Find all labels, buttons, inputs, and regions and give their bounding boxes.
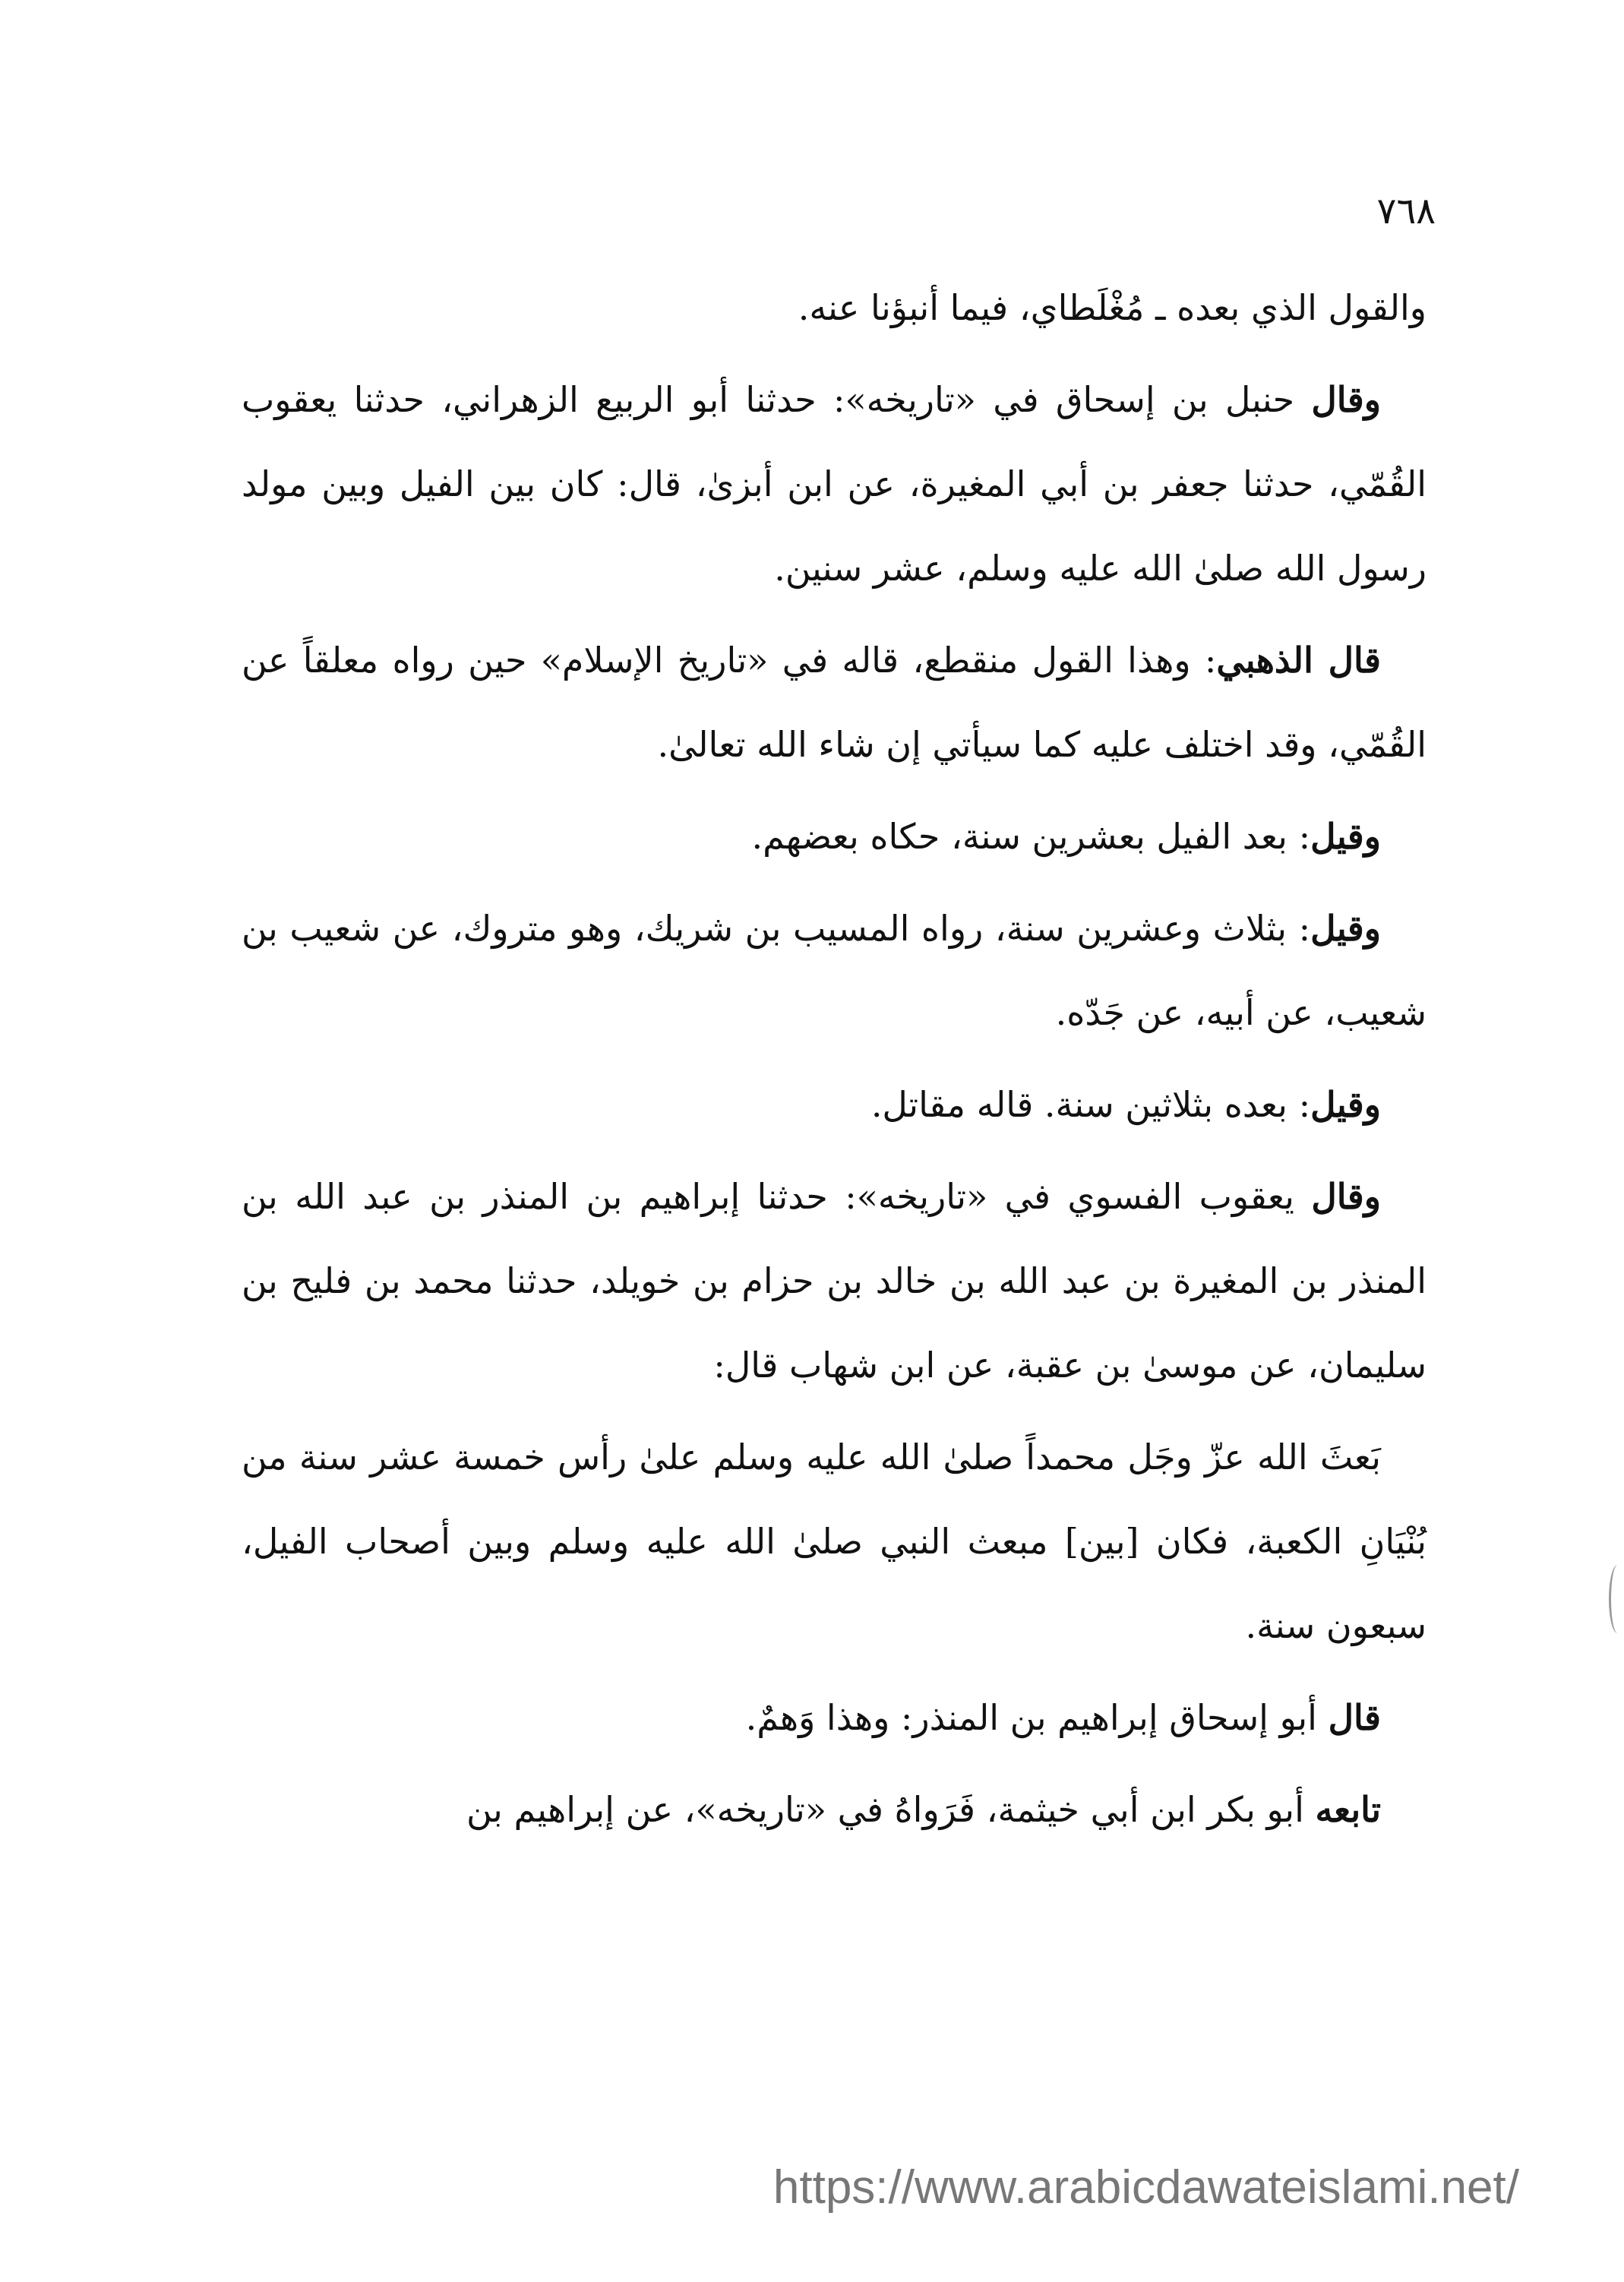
paragraph-5 (242, 887, 1427, 1055)
watermark-url: https://www.arabicdawateislami.net/ (773, 2161, 1519, 2214)
paragraph-4-text: : بعد الفيل بعشرين سنة، حكاه بعضهم. (751, 816, 1311, 857)
paragraph-3-text: : وهذا القول منقطع، قاله في «تاريخ الإسلام» حين رواه معلقاً عن القُمّي، وقد اختلف عليه كما سيأتي إن شاء الله تعالىٰ. (242, 640, 1427, 765)
paragraph-6 (242, 1063, 1427, 1147)
page-edge-mark (1609, 1565, 1624, 1633)
paragraph-8-text: بَعثَ الله عزّ وجَل محمداً صلىٰ الله عليه وسلم علىٰ رأس خمسة عشر سنة من بُنْيَانِ الكعبة، فكان [بين] مبعث النبي صلىٰ الله عليه وسلم وبين أصحاب الفيل، سبعون سنة. (242, 1437, 1427, 1646)
paragraph-5-lead: وقيل (1310, 908, 1381, 949)
paragraph-7-lead: وقال (1311, 1176, 1381, 1217)
paragraph-2-lead: وقال (1311, 379, 1381, 420)
paragraph-10-text: أبو بكر ابن أبي خيثمة، فَرَواهُ في «تاريخه»، عن إبراهيم بن (466, 1789, 1316, 1830)
paragraph-10-lead: تابعه (1315, 1789, 1381, 1830)
paragraph-6-text: : بعده بثلاثين سنة. قاله مقاتل. (870, 1084, 1311, 1125)
paragraph-5-text: : بثلاث وعشرين سنة، رواه المسيب بن شريك، وهو متروك، عن شعيب بن شعيب، عن أبيه، عن جَدّه. (242, 908, 1427, 1033)
paragraph-6-lead: وقيل (1310, 1084, 1381, 1125)
paragraph-3 (242, 618, 1427, 787)
paragraph-9-lead: قال (1328, 1697, 1381, 1738)
paragraph-4 (242, 795, 1427, 879)
paragraph-2 (242, 358, 1427, 611)
paragraph-9-text: أبو إسحاق إبراهيم بن المنذر: وهذا وَهمٌ. (745, 1697, 1329, 1738)
paragraph-1 (242, 266, 1427, 350)
paragraph-9 (242, 1676, 1427, 1760)
paragraph-10 (242, 1768, 1427, 1852)
page-number: ٧٦٨ (1376, 190, 1436, 232)
paragraph-1-text: والقول الذي بعده ـ مُغْلَطاي، فيما أنبؤنا عنه. (798, 287, 1427, 328)
paragraph-3-lead: قال الذهبي (1216, 640, 1381, 681)
paragraph-2-text: حنبل بن إسحاق في «تاريخه»: حدثنا أبو الربيع الزهراني، حدثنا يعقوب القُمّي، حدثنا جعفر بن أبي المغيرة، عن ابن أبزىٰ، قال: كان بين الفيل وبين مولد رسول الله صلىٰ الله عليه وسلم، عشر سنين. (242, 379, 1427, 589)
paragraph-7 (242, 1155, 1427, 1408)
paragraph-8 (242, 1415, 1427, 1668)
document-body (242, 266, 1427, 1852)
paragraph-7-text: يعقوب الفسوي في «تاريخه»: حدثنا إبراهيم بن المنذر بن عبد الله بن المنذر بن المغيرة بن عبد الله بن خالد بن حزام بن خويلد، حدثنا محمد بن فليح بن سليمان، عن موسىٰ بن عقبة، عن ابن شهاب قال: (242, 1176, 1427, 1386)
paragraph-4-lead: وقيل (1310, 816, 1381, 857)
